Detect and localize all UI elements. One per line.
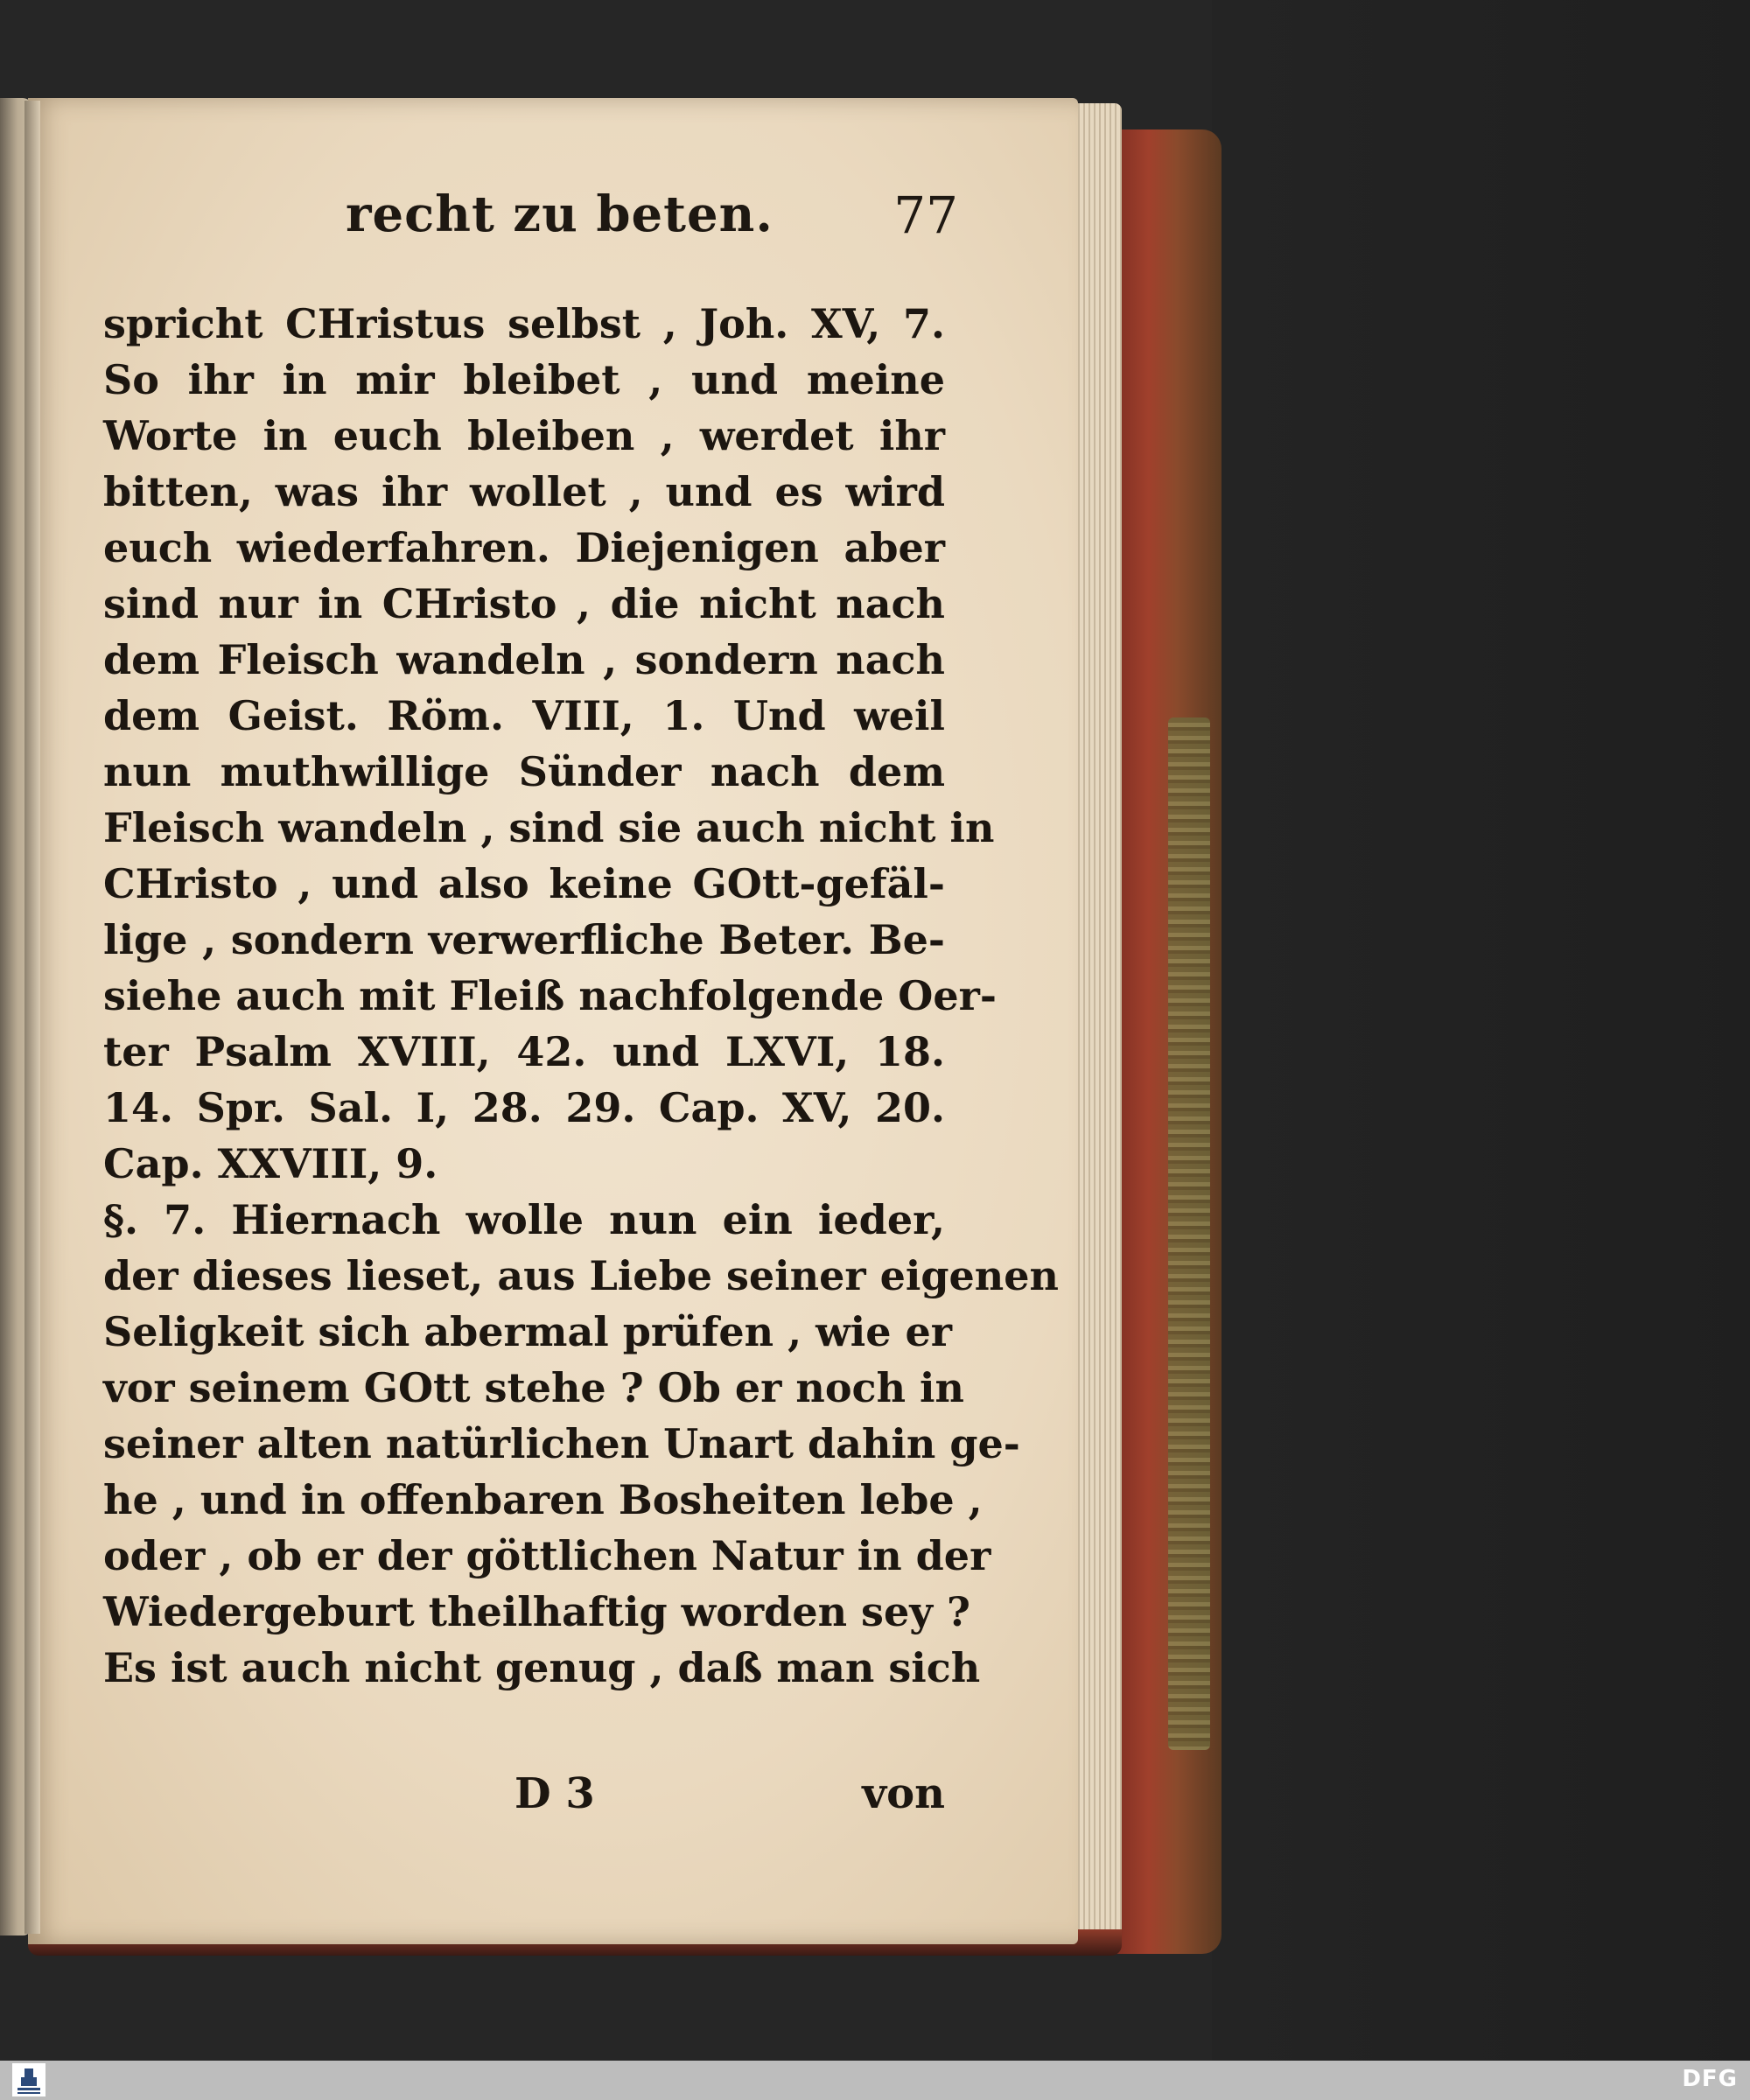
- page-footer: [103, 1769, 945, 1830]
- text-line: dem Geist. Röm. VIII, 1. Und weil: [103, 692, 945, 739]
- spine-gutter: [24, 101, 40, 1934]
- text-line: ter Psalm XVIII, 42. und LXVI, 18.: [103, 1028, 945, 1075]
- text-line: sind nur in CHristo , die nicht nach: [103, 580, 945, 627]
- text-line: spricht CHristus selbst , Joh. XV, 7.: [103, 300, 945, 347]
- page-number: 77: [893, 186, 958, 245]
- text-line: CHristo , und also keine GOtt-gefäl-: [103, 860, 945, 907]
- text-line: Fleisch wandeln , sind sie auch nicht in: [103, 804, 995, 851]
- text-line: Wiedergeburt theilhaftig worden sey ?: [103, 1588, 970, 1635]
- text-line: Es ist auch nicht genug , daß man sich: [103, 1644, 981, 1691]
- catchword: von: [862, 1769, 945, 1818]
- library-logo-icon: [12, 2063, 46, 2096]
- text-line: bitten, was ihr wollet , und es wird: [103, 468, 945, 515]
- footer-bar: [0, 2061, 1750, 2100]
- text-line: Worte in euch bleiben , werdet ihr: [103, 412, 945, 459]
- text-line: lige , sondern verwerfliche Beter. Be-: [103, 916, 945, 963]
- cover-marbled-edge: [1168, 718, 1210, 1750]
- text-line: oder , ob er der göttlichen Natur in der: [103, 1532, 991, 1579]
- text-line: seiner alten natürlichen Unart dahin ge-: [103, 1420, 1020, 1467]
- text-line: euch wiederfahren. Diejenigen aber: [103, 524, 945, 571]
- running-head: recht zu beten.: [346, 186, 774, 243]
- text-line: dem Fleisch wandeln , sondern nach: [103, 636, 945, 683]
- text-line: §. 7. Hiernach wolle nun ein ieder,: [103, 1196, 945, 1243]
- text-line: he , und in offenbaren Bosheiten lebe ,: [103, 1476, 983, 1523]
- text-line: siehe auch mit Fleiß nachfolgende Oer-: [103, 972, 997, 1019]
- dfg-logo: DFG: [1682, 2066, 1738, 2092]
- dark-background: [1212, 0, 1750, 2061]
- body-text: [103, 296, 1059, 1696]
- text-line: Seligkeit sich abermal prüfen , wie er: [103, 1308, 952, 1355]
- text-line: 14. Spr. Sal. I, 28. 29. Cap. XV, 20.: [103, 1084, 945, 1131]
- signature-mark: D 3: [514, 1769, 595, 1818]
- text-line: nun muthwillige Sünder nach dem: [103, 748, 945, 795]
- text-line: So ihr in mir bleibet , und meine: [103, 356, 945, 403]
- text-line: vor seinem GOtt stehe ? Ob er noch in: [103, 1364, 964, 1411]
- text-line: der dieses lieset, aus Liebe seiner eigenen: [103, 1252, 1059, 1299]
- text-line: Cap. XXVIII, 9.: [103, 1140, 438, 1187]
